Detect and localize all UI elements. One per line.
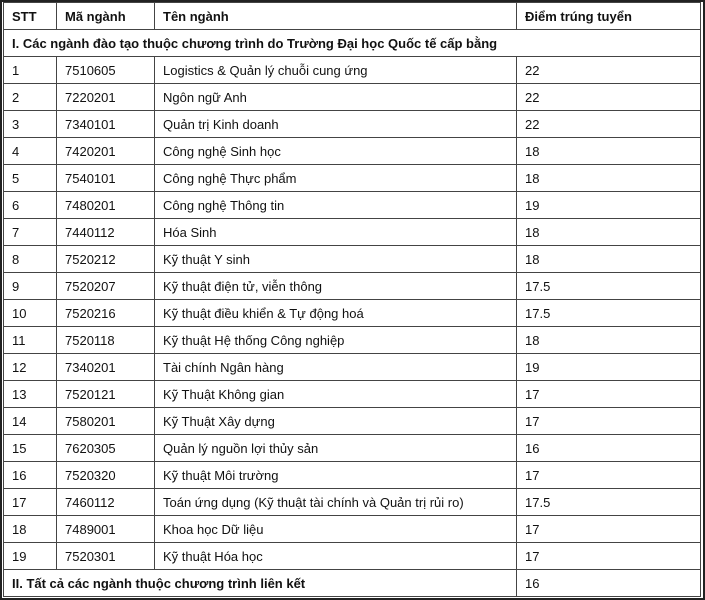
table-row — [4, 300, 701, 327]
cell-code: 7520301 — [57, 543, 155, 570]
cell-code: 7460112 — [57, 489, 155, 516]
cell-code: 7420201 — [57, 138, 155, 165]
cell-code: 7440112 — [57, 219, 155, 246]
cell-score: 18 — [517, 138, 701, 165]
cell-name: Logistics & Quản lý chuỗi cung ứng — [155, 57, 517, 84]
cell-name: Công nghệ Sinh học — [155, 138, 517, 165]
cell-score: 17.5 — [517, 489, 701, 516]
table-row — [4, 57, 701, 84]
table-body — [4, 30, 701, 597]
cell-stt: 15 — [4, 435, 57, 462]
section-1-title: I. Các ngành đào tạo thuộc chương trình do Trường Đại học Quốc tế cấp bằng — [4, 30, 701, 57]
cell-score: 17 — [517, 408, 701, 435]
cell-code: 7520118 — [57, 327, 155, 354]
table-row — [4, 138, 701, 165]
table-row — [4, 435, 701, 462]
header-score: Điểm trúng tuyển — [517, 3, 701, 30]
cell-stt: 12 — [4, 354, 57, 381]
cell-score: 22 — [517, 111, 701, 138]
section-2-row — [4, 570, 701, 597]
cell-name: Toán ứng dụng (Kỹ thuật tài chính và Quản trị rủi ro) — [155, 489, 517, 516]
cell-stt: 19 — [4, 543, 57, 570]
cell-score: 19 — [517, 192, 701, 219]
cell-name: Kỹ thuật điều khiển & Tự động hoá — [155, 300, 517, 327]
cell-stt: 5 — [4, 165, 57, 192]
cell-stt: 3 — [4, 111, 57, 138]
table-row — [4, 543, 701, 570]
cell-stt: 6 — [4, 192, 57, 219]
table-row — [4, 219, 701, 246]
header-name: Tên ngành — [155, 3, 517, 30]
cell-stt: 17 — [4, 489, 57, 516]
cell-code: 7489001 — [57, 516, 155, 543]
admission-score-table — [3, 2, 701, 597]
table-row — [4, 111, 701, 138]
table-row — [4, 327, 701, 354]
cell-score: 18 — [517, 327, 701, 354]
cell-name: Khoa học Dữ liệu — [155, 516, 517, 543]
cell-score: 19 — [517, 354, 701, 381]
cell-stt: 11 — [4, 327, 57, 354]
cell-code: 7520212 — [57, 246, 155, 273]
cell-code: 7510605 — [57, 57, 155, 84]
section-1-row — [4, 30, 701, 57]
table-row — [4, 489, 701, 516]
table-row — [4, 354, 701, 381]
section-2-title: II. Tất cả các ngành thuộc chương trình liên kết — [4, 570, 517, 597]
table-row — [4, 84, 701, 111]
cell-stt: 10 — [4, 300, 57, 327]
cell-score: 17 — [517, 516, 701, 543]
cell-name: Quản lý nguồn lợi thủy sản — [155, 435, 517, 462]
cell-score: 22 — [517, 84, 701, 111]
table-row — [4, 381, 701, 408]
cell-code: 7520207 — [57, 273, 155, 300]
cell-name: Kỹ Thuật Không gian — [155, 381, 517, 408]
cell-score: 18 — [517, 165, 701, 192]
cell-stt: 14 — [4, 408, 57, 435]
cell-score: 16 — [517, 435, 701, 462]
cell-score: 22 — [517, 57, 701, 84]
cell-code: 7340201 — [57, 354, 155, 381]
section-2-score: 16 — [517, 570, 701, 597]
cell-stt: 2 — [4, 84, 57, 111]
cell-name: Kỹ thuật Y sinh — [155, 246, 517, 273]
cell-code: 7340101 — [57, 111, 155, 138]
table-row — [4, 462, 701, 489]
cell-name: Kỹ thuật Hóa học — [155, 543, 517, 570]
table-row — [4, 165, 701, 192]
table-header-row — [4, 3, 701, 30]
cell-code: 7540101 — [57, 165, 155, 192]
cell-code: 7520121 — [57, 381, 155, 408]
cell-code: 7580201 — [57, 408, 155, 435]
cell-code: 7520320 — [57, 462, 155, 489]
cell-score: 17.5 — [517, 273, 701, 300]
cell-name: Công nghệ Thực phẩm — [155, 165, 517, 192]
cell-name: Ngôn ngữ Anh — [155, 84, 517, 111]
cell-stt: 8 — [4, 246, 57, 273]
cell-score: 17 — [517, 462, 701, 489]
table-row — [4, 408, 701, 435]
cell-score: 17 — [517, 381, 701, 408]
cell-name: Tài chính Ngân hàng — [155, 354, 517, 381]
cell-code: 7620305 — [57, 435, 155, 462]
table-row — [4, 246, 701, 273]
cell-score: 17.5 — [517, 300, 701, 327]
cell-score: 18 — [517, 246, 701, 273]
cell-score: 18 — [517, 219, 701, 246]
cell-name: Công nghệ Thông tin — [155, 192, 517, 219]
cell-code: 7220201 — [57, 84, 155, 111]
cell-stt: 16 — [4, 462, 57, 489]
cell-stt: 4 — [4, 138, 57, 165]
cell-code: 7480201 — [57, 192, 155, 219]
cell-stt: 18 — [4, 516, 57, 543]
cell-name: Kỹ thuật Hệ thống Công nghiệp — [155, 327, 517, 354]
cell-name: Hóa Sinh — [155, 219, 517, 246]
cell-stt: 7 — [4, 219, 57, 246]
header-code: Mã ngành — [57, 3, 155, 30]
table-row — [4, 273, 701, 300]
cell-code: 7520216 — [57, 300, 155, 327]
cell-name: Kỹ Thuật Xây dựng — [155, 408, 517, 435]
cell-name: Kỹ thuật Môi trường — [155, 462, 517, 489]
table-row — [4, 192, 701, 219]
cell-name: Quản trị Kinh doanh — [155, 111, 517, 138]
cell-stt: 1 — [4, 57, 57, 84]
cell-stt: 9 — [4, 273, 57, 300]
cell-stt: 13 — [4, 381, 57, 408]
header-stt: STT — [4, 3, 57, 30]
table-row — [4, 516, 701, 543]
cell-score: 17 — [517, 543, 701, 570]
cell-name: Kỹ thuật điện tử, viễn thông — [155, 273, 517, 300]
